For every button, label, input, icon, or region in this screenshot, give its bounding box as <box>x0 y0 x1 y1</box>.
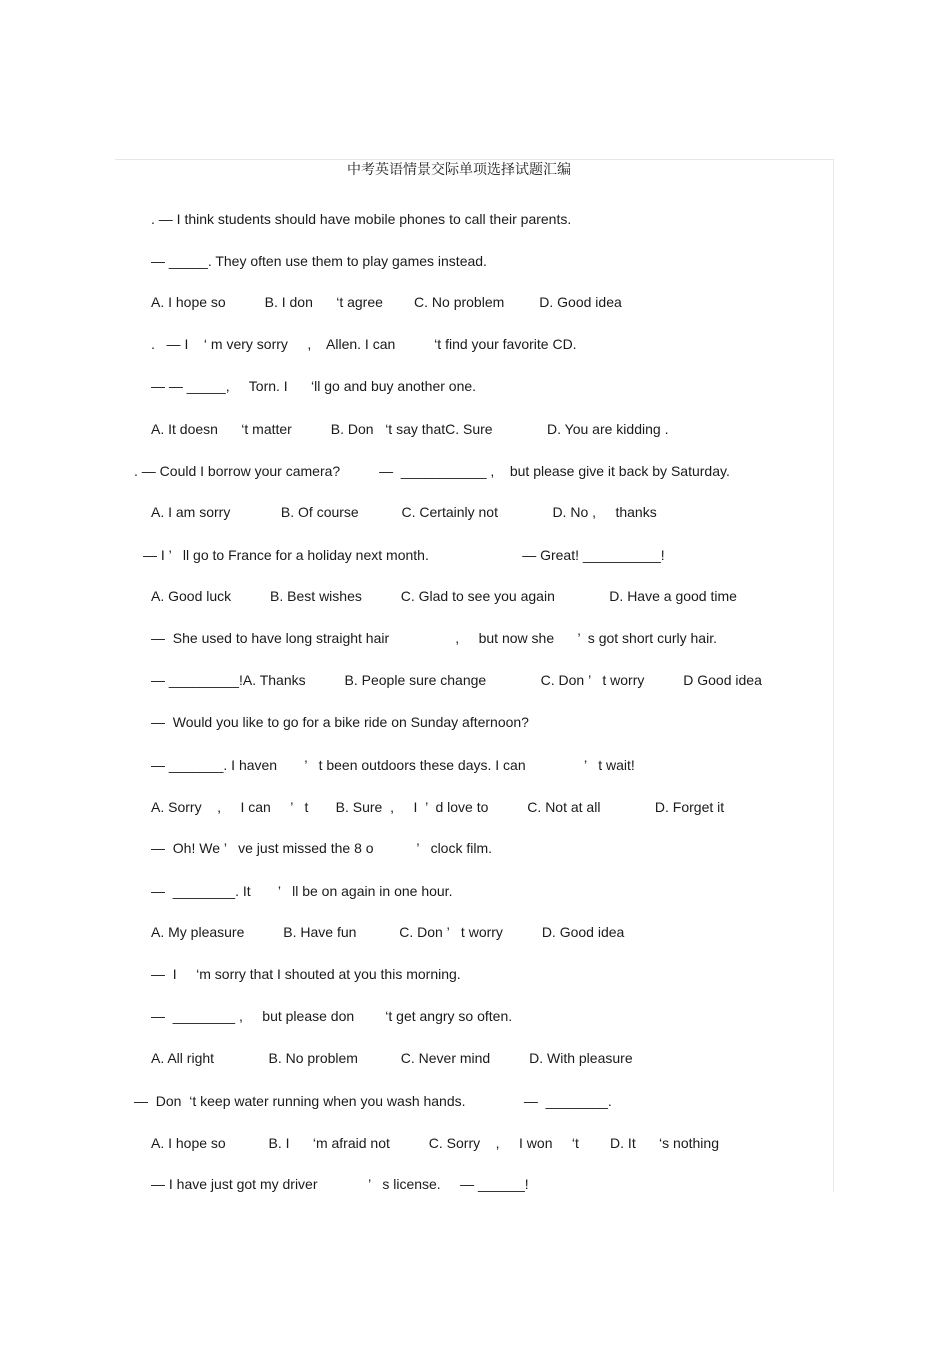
text-line: A. I hope so B. I don ‘t agree C. No problem D. Good idea <box>151 294 622 310</box>
text-line: — — _____, Torn. I ‘ll go and buy another one. <box>151 378 477 394</box>
text-line: — ________ , but please don ‘t get angry so often. <box>151 1008 513 1024</box>
text-line: — Don ‘t keep water running when you wash hands. — ________. <box>134 1093 612 1109</box>
text-line: — _________!A. Thanks B. People sure change C. Don ’ t worry D Good idea <box>151 672 762 688</box>
text-line: — Would you like to go for a bike ride on Sunday afternoon? <box>151 714 529 730</box>
text-line: A. Sorry , I can ’ t B. Sure , I ’ d love to C. Not at all D. Forget it <box>151 799 725 815</box>
text-line: — I ’ ll go to France for a holiday next month. — Great! __________! <box>143 547 665 563</box>
text-line: — _____. They often use them to play games instead. <box>151 253 487 269</box>
text-line: A. I hope so B. I ‘m afraid not C. Sorry , I won ‘t D. It ‘s nothing <box>151 1135 719 1151</box>
text-line: . — I ‘ m very sorry , Allen. I can ‘t find your favorite CD. <box>151 336 577 352</box>
text-line: — She used to have long straight hair , but now she ’ s got short curly hair. <box>151 630 717 646</box>
text-line: — _______. I haven ’ t been outdoors these days. I can ’ t wait! <box>151 757 635 773</box>
text-line: . — I think students should have mobile phones to call their parents. <box>151 211 572 227</box>
text-line: — ________. It ’ ll be on again in one hour. <box>151 883 453 899</box>
text-line: A. All right B. No problem C. Never mind D. With pleasure <box>151 1050 633 1066</box>
text-line: — I ‘m sorry that I shouted at you this morning. <box>151 966 461 982</box>
text-line: A. I am sorry B. Of course C. Certainly not D. No , thanks <box>151 504 657 520</box>
text-line: A. Good luck B. Best wishes C. Glad to see you again D. Have a good time <box>151 588 737 604</box>
text-line: — Oh! We ’ ve just missed the 8 o ’ clock film. <box>151 840 493 856</box>
text-line: . — Could I borrow your camera? — ___________ , but please give it back by Saturday. <box>134 463 730 479</box>
text-line: A. It doesn ‘t matter B. Don ‘t say thatC. Sure D. You are kidding . <box>151 421 669 437</box>
text-line: A. My pleasure B. Have fun C. Don ’ t worry D. Good idea <box>151 924 625 940</box>
text-line: — I have just got my driver ’ s license. — ______! <box>151 1176 529 1192</box>
document-title: 中考英语情景交际单项选择试题汇编 <box>347 162 571 178</box>
